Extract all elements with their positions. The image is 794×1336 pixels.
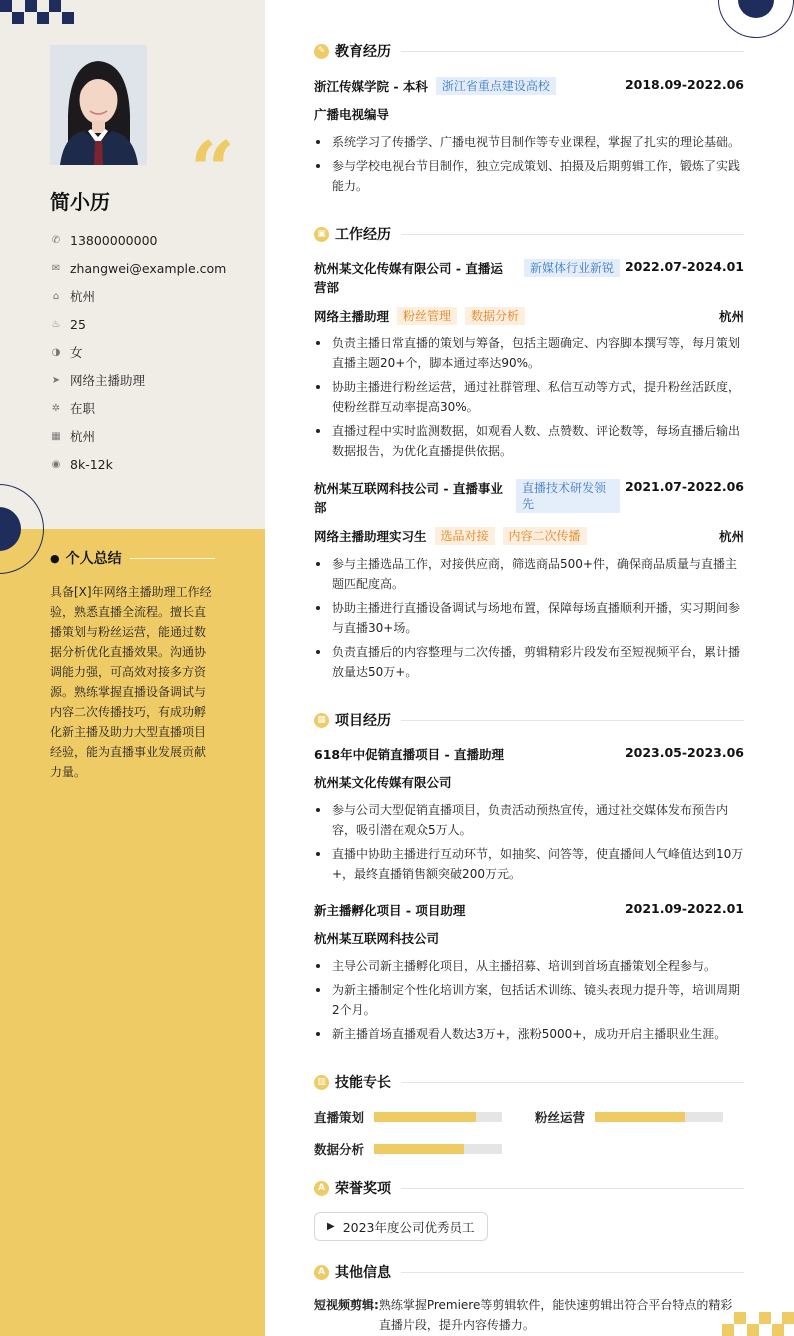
project-name: 618年中促销直播项目 - 直播助理: [314, 747, 504, 762]
work-role-row: [314, 527, 744, 545]
list-item: 为新主播制定个性化培训方案，包括话术训练、镜头表现力提升等，培训周期2个月。: [314, 980, 744, 1020]
list-item: 参与主播选品工作，对接供应商，筛选商品500+件，确保商品质量与直播主题匹配度高。: [314, 554, 744, 594]
building-icon: ▦: [51, 430, 61, 442]
skill-item: [314, 1140, 502, 1158]
other-info-key: 短视频剪辑:: [314, 1298, 379, 1312]
contact-info-text: 杭州: [70, 289, 96, 304]
work-city: 杭州: [718, 529, 744, 544]
work-city: 杭州: [718, 309, 744, 324]
contact-info-text: 网络主播助理: [70, 373, 146, 388]
skill-name: 直播策划: [314, 1110, 365, 1125]
list-item: 参与公司大型促销直播项目，负责活动预热宣传，通过社交媒体发布预告内容，吸引潜在观众5万人。: [314, 800, 744, 840]
list-item: 直播过程中实时监测数据，如观看人数、点赞数、评论数等，每场直播后输出数据报告，为优化直播提供依据。: [314, 421, 744, 461]
contact-info-list: [50, 226, 226, 478]
skill-item: [314, 1108, 502, 1126]
profile-name: 简小历: [50, 190, 110, 214]
skill-bar-fill: [374, 1144, 464, 1154]
contact-info-text: 女: [70, 345, 83, 360]
education-major-row: [314, 105, 744, 123]
skill-item: [535, 1108, 723, 1126]
award-text: 2023年度公司优秀员工: [342, 1219, 475, 1235]
briefcase-icon: ▣: [314, 227, 329, 242]
divider: [401, 720, 744, 721]
section-work-heading: ▣ 工作经历: [314, 224, 744, 244]
company-tag: 直播技术研发领先: [516, 479, 620, 513]
gender-icon: ◑: [51, 346, 61, 358]
list-item: 系统学习了传播学、广播电视节目制作等专业课程，掌握了扎实的理论基础。: [314, 132, 744, 152]
contact-info-text: 在职: [70, 401, 96, 416]
summary-text: 具备[X]年网络主播助理工作经验，熟悉直播全流程。擅长直播策划与粉丝运营，能通过数据分析优化直播效果。沟通协调能力强，可高效对接多方资源。熟练掌握直播设备调试与内容二次传播技巧，有成功孵化新主播及助力大型直播项目经验，能为直播事业发展贡献力量。: [50, 585, 212, 779]
cake-icon: ♨: [51, 318, 61, 330]
education-date: 2018.09-2022.06: [624, 77, 744, 92]
other-info-row: [314, 1295, 744, 1335]
list-item: 直播中协助主播进行互动环节，如抽奖、问答等，使直播间人气峰值达到10万+，最终直播销售额突破200万元。: [314, 844, 744, 884]
contact-info-item: [50, 254, 226, 282]
divider: [130, 558, 215, 559]
work-bullets: [314, 554, 744, 686]
project-date: 2023.05-2023.06: [624, 745, 744, 760]
project-org: 杭州某文化传媒有限公司: [314, 775, 452, 790]
contact-info-item: [50, 394, 226, 422]
education-bullets: [314, 132, 744, 200]
company-tag: 新媒体行业新锐: [524, 259, 620, 277]
contact-info-item: [50, 338, 226, 366]
quote-decoration: “: [190, 125, 229, 216]
salary-icon: ◉: [51, 458, 61, 470]
major: 广播电视编导: [314, 107, 390, 122]
award-icon: A: [314, 1181, 329, 1196]
list-item: 主导公司新主播孵化项目，从主播招募、培训到首场直播策划全程参与。: [314, 956, 744, 976]
project-header: [314, 901, 744, 919]
divider: [401, 1272, 744, 1273]
job-role: 网络主播助理: [314, 309, 390, 324]
divider: [401, 1082, 744, 1083]
graduation-icon: ✎: [314, 44, 329, 59]
home-icon: ⌂: [52, 290, 60, 302]
project-org-row: [314, 773, 744, 791]
contact-info-text: 25: [70, 316, 86, 332]
divider: [401, 234, 744, 235]
section-awards-heading: A 荣誉奖项: [314, 1178, 744, 1198]
contact-info-item: [50, 422, 226, 450]
skill-tag: 数据分析: [465, 307, 525, 325]
summary-heading: ● 个人总结: [50, 548, 215, 568]
list-item: 协助主播进行粉丝运营，通过社群管理、私信互动等方式，提升粉丝活跃度，使粉丝群互动率提高30%。: [314, 377, 744, 417]
skill-bar: [374, 1112, 502, 1122]
award-item: [314, 1212, 488, 1241]
play-icon: ▶: [327, 1221, 335, 1232]
contact-info-text: zhangwei@example.com: [70, 260, 227, 276]
work-role-row: [314, 307, 744, 325]
circle-decoration-right: [718, 0, 794, 38]
contact-info-item: [50, 366, 226, 394]
project-bullets: [314, 956, 744, 1048]
skill-bar-fill: [595, 1112, 685, 1122]
work-header: [314, 259, 744, 297]
other-info-value: 熟练掌握Premiere等剪辑软件，能快速剪辑出符合平台特点的精彩直播片段，提升内容传播力。: [378, 1298, 733, 1332]
education-header: [314, 77, 744, 95]
skill-tag: 选品对接: [435, 527, 495, 545]
school-tag: 浙江省重点建设高校: [436, 77, 556, 95]
skill-tag: 粉丝管理: [397, 307, 457, 325]
work-bullets: [314, 333, 744, 465]
contact-info-item: [50, 450, 226, 478]
company-name: 杭州某文化传媒有限公司 - 直播运营部: [314, 261, 503, 295]
skill-bar: [374, 1144, 502, 1154]
project-name: 新主播孵化项目 - 项目助理: [314, 903, 466, 918]
contact-info-text: 杭州: [70, 429, 96, 444]
list-item: 参与学校电视台节目制作，独立完成策划、拍摄及后期剪辑工作，锻炼了实践能力。: [314, 156, 744, 196]
user-icon: ●: [50, 551, 60, 565]
status-icon: ✲: [51, 402, 61, 414]
skill-tag: 内容二次传播: [503, 527, 587, 545]
project-header: [314, 745, 744, 763]
project-date: 2021.09-2022.01: [624, 901, 744, 916]
list-item: 新主播首场直播观看人数达3万+，涨粉5000+，成功开启主播职业生涯。: [314, 1024, 744, 1044]
work-date: 2022.07-2024.01: [624, 259, 744, 274]
divider: [401, 51, 744, 52]
school-name: 浙江传媒学院 - 本科: [314, 79, 428, 94]
avatar: [50, 45, 147, 165]
phone-icon: ✆: [51, 234, 61, 246]
contact-info-item: [50, 282, 226, 310]
work-date: 2021.07-2022.06: [624, 479, 744, 494]
section-education-heading: ✎ 教育经历: [314, 41, 744, 61]
section-other-heading: A 其他信息: [314, 1262, 744, 1282]
skill-bar-fill: [374, 1112, 476, 1122]
section-skills-heading: ▥ 技能专长: [314, 1072, 744, 1092]
company-name: 杭州某互联网科技公司 - 直播事业部: [314, 481, 503, 515]
skill-bar: [595, 1112, 723, 1122]
job-role: 网络主播助理实习生: [314, 529, 427, 544]
list-item: 负责直播后的内容整理与二次传播，剪辑精彩片段发布至短视频平台，累计播放量达50万+。: [314, 642, 744, 682]
skill-name: 粉丝运营: [535, 1110, 586, 1125]
list-item: 协助主播进行直播设备调试与场地布置，保障每场直播顺利开播，实习期间参与直播30+场。: [314, 598, 744, 638]
project-org: 杭州某互联网科技公司: [314, 931, 440, 946]
chart-icon: ▥: [314, 1075, 329, 1090]
send-icon: ➤: [51, 374, 61, 386]
skill-name: 数据分析: [314, 1142, 365, 1157]
info-icon: A: [314, 1265, 329, 1280]
contact-info-text: 8k-12k: [70, 456, 113, 472]
mail-icon: ✉: [51, 262, 61, 274]
list-item: 负责主播日常直播的策划与筹备，包括主题确定、内容脚本撰写等，每月策划直播主题20+个，脚本通过率达90%。: [314, 333, 744, 373]
contact-info-item: [50, 226, 226, 254]
contact-info-item: [50, 310, 226, 338]
section-project-heading: ▦ 项目经历: [314, 710, 744, 730]
contact-info-text: 13800000000: [70, 232, 158, 248]
divider: [401, 1188, 744, 1189]
work-header: [314, 479, 744, 517]
project-org-row: [314, 929, 744, 947]
project-bullets: [314, 800, 744, 888]
grid-icon: ▦: [314, 713, 329, 728]
